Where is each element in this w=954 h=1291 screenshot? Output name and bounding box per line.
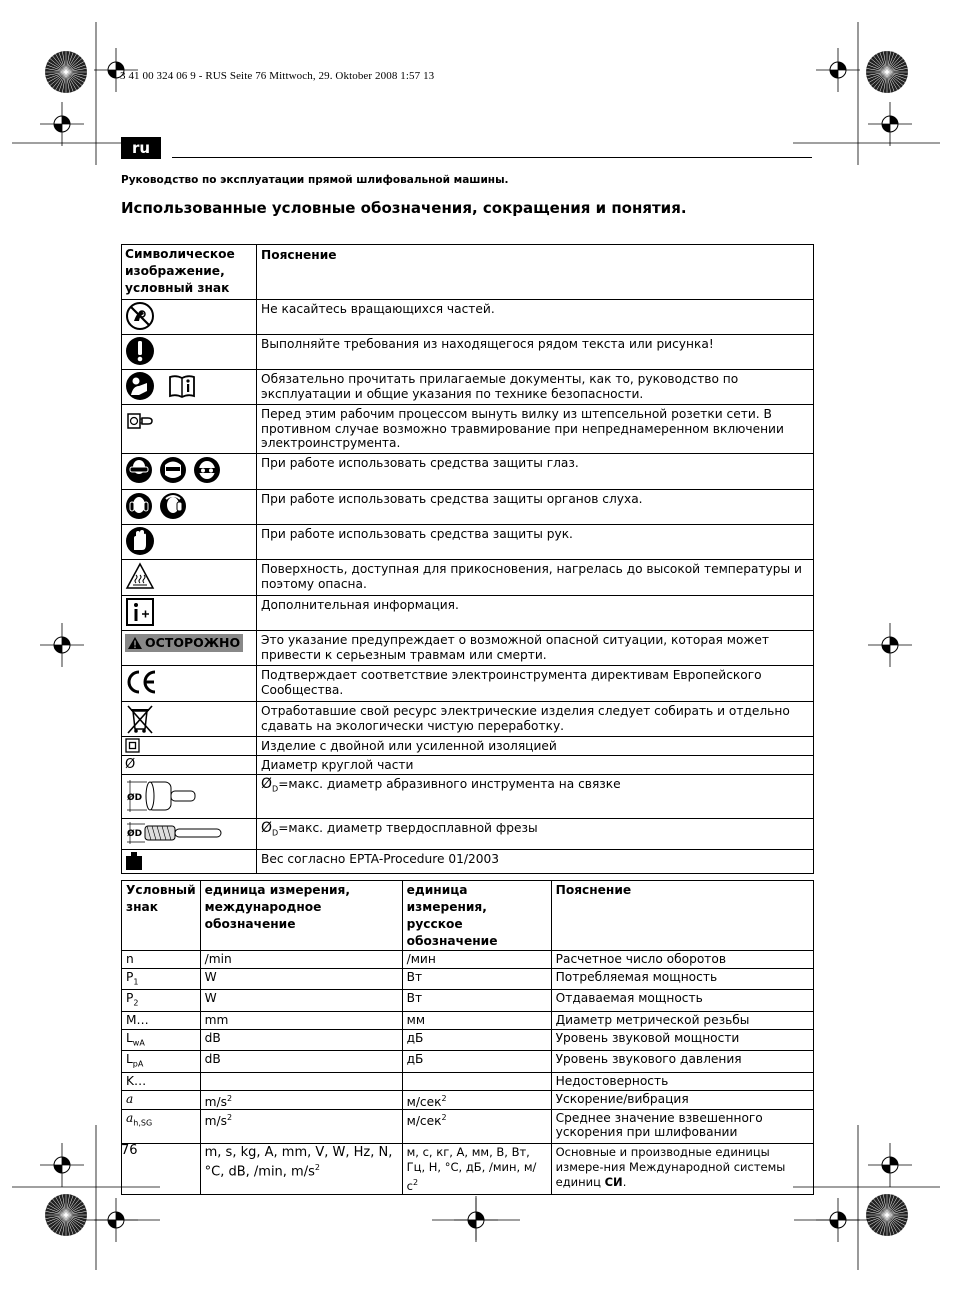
unit-explanation: Уровень звуковой мощности bbox=[551, 1029, 813, 1050]
symbol-text: L bbox=[126, 1030, 133, 1045]
row-text: При работе использовать средства защиты рук. bbox=[257, 525, 814, 560]
symbol-text: K… bbox=[126, 1073, 147, 1088]
crosshair-mark bbox=[868, 623, 912, 667]
row-text: Диаметр круглой части bbox=[257, 756, 814, 775]
diameter-sub: D bbox=[272, 784, 279, 794]
unit-explanation: Потребляемая мощность bbox=[551, 969, 813, 990]
si-text: Основные и производные единицы измере-ния Международной системы единиц bbox=[555, 1144, 786, 1189]
rus-unit-text: м, с, кг, А, мм, В, Вт, Гц, Н, °C, дБ, /мин, м/с bbox=[406, 1144, 537, 1193]
rus-unit-text: мм bbox=[406, 1012, 426, 1027]
print-header-line: 3 41 00 324 06 9 - RUS Seite 76 Mittwoch, 29. Oktober 2008 1:57 13 bbox=[120, 70, 435, 82]
si-bold: СИ bbox=[604, 1174, 623, 1189]
row-text: Отработавшие свой ресурс электрические изделия следует собирать и отдельно сдавать на экологически чистую переработку. bbox=[257, 702, 814, 737]
symbol-sub: pA bbox=[132, 1059, 144, 1069]
crosshair-mark bbox=[40, 1143, 84, 1187]
star-target-mark bbox=[866, 51, 908, 93]
symbol-sub: h,SG bbox=[133, 1118, 153, 1128]
rus-unit-text: м/сек bbox=[406, 1113, 442, 1128]
header-symbol: Символическое изображение, условный знак bbox=[122, 245, 257, 300]
rus-unit-sup: 2 bbox=[441, 1093, 447, 1103]
intl-unit-sup: 2 bbox=[314, 1162, 320, 1172]
row-text: Дополнительная информация. bbox=[257, 596, 814, 631]
row-text: =макс. диаметр твердосплавной фрезы bbox=[278, 821, 538, 835]
rus-unit-sup: 2 bbox=[441, 1112, 447, 1122]
unit-explanation: Расчетное число оборотов bbox=[551, 951, 813, 969]
star-target-mark bbox=[45, 51, 87, 93]
intl-unit-text: m/s bbox=[204, 1094, 227, 1109]
intl-unit-text: /min bbox=[204, 952, 232, 966]
symbol-text: P bbox=[126, 970, 134, 984]
row-text: Выполняйте требования из находящегося рядом текста или рисунка! bbox=[257, 335, 814, 370]
intl-unit-text: m/s bbox=[204, 1113, 227, 1128]
manual-subtitle: Руководство по эксплуатации прямой шлифовальной машины. bbox=[121, 174, 509, 186]
diameter-symbol: Ø bbox=[261, 776, 273, 792]
row-text: Вес согласно EPTA-Procedure 01/2003 bbox=[257, 850, 814, 874]
crosshair-mark bbox=[40, 102, 84, 146]
symbol-text: M… bbox=[126, 1012, 149, 1027]
symbol-text: L bbox=[126, 1052, 133, 1067]
symbol-sub: 2 bbox=[133, 998, 139, 1008]
intl-unit-text: m, s, kg, A, mm, V, W, Hz, N, °C, dB, /min, m/s bbox=[204, 1144, 393, 1180]
intl-unit-text: dB bbox=[204, 1052, 221, 1067]
symbol-sub: 1 bbox=[133, 977, 139, 987]
row-text: Изделие с двойной или усиленной изоляцией bbox=[257, 737, 814, 756]
diameter-symbol: Ø bbox=[261, 820, 273, 836]
rus-unit-sup: 2 bbox=[412, 1177, 419, 1187]
intl-unit-text: W bbox=[204, 991, 217, 1006]
unit-explanation: Диаметр метрической резьбы bbox=[551, 1011, 813, 1029]
intl-unit-text: W bbox=[204, 970, 217, 984]
symbol-text: P bbox=[126, 991, 134, 1006]
svg-text:ØD: ØD bbox=[127, 793, 143, 803]
rus-unit-text: /мин bbox=[406, 952, 436, 966]
svg-text:ØD: ØD bbox=[127, 829, 143, 839]
crosshair-mark bbox=[94, 48, 138, 92]
symbol-text: a bbox=[126, 1091, 134, 1106]
row-text: При работе использовать средства защиты глаз. bbox=[257, 454, 814, 490]
language-tag: ru bbox=[121, 137, 161, 159]
unit-explanation: Отдаваемая мощность bbox=[551, 990, 813, 1011]
warning-label-text: ОСТОРОЖНО bbox=[145, 634, 241, 650]
rus-unit-text: м/сек bbox=[406, 1094, 442, 1109]
star-target-mark bbox=[866, 1194, 908, 1236]
crosshair-mark bbox=[868, 1143, 912, 1187]
unit-explanation: Недостоверность bbox=[551, 1072, 813, 1090]
page-title: Использованные условные обозначения, сокращения и понятия. bbox=[121, 199, 687, 217]
row-text: Подтверждает соответствие электроинструмента директивам Европейского Сообщества. bbox=[257, 666, 814, 702]
row-text: Это указание предупреждает о возможной опасной ситуации, которая может привести к серьезным травмам или смерти. bbox=[257, 631, 814, 666]
unit-explanation: Ускорение/вибрация bbox=[551, 1090, 813, 1109]
intl-unit-sup: 2 bbox=[226, 1093, 233, 1103]
rus-unit-text: Вт bbox=[406, 970, 423, 984]
intl-unit-text: mm bbox=[204, 1012, 229, 1027]
page-number: 76 bbox=[121, 1143, 138, 1158]
intl-unit-sup: 2 bbox=[226, 1112, 233, 1122]
unit-explanation: Среднее значение взвешенного ускорения при шлифовании bbox=[551, 1109, 813, 1143]
diameter-icon: Ø bbox=[125, 757, 136, 772]
header-intl-unit: единица измерения, международное обозначение bbox=[200, 881, 402, 951]
rus-unit-text: дБ bbox=[406, 1030, 424, 1045]
header-symbol: Условный знак bbox=[122, 881, 201, 951]
header-explanation: Пояснение bbox=[257, 245, 814, 300]
rus-unit-text: Вт bbox=[406, 991, 423, 1006]
symbol-text: n bbox=[126, 952, 134, 966]
symbol-text: a bbox=[126, 1110, 134, 1125]
header-explanation: Пояснение bbox=[551, 881, 813, 951]
symbol-sub: wA bbox=[132, 1038, 145, 1048]
unit-explanation: Уровень звукового давления bbox=[551, 1051, 813, 1072]
header-rus-unit: единица измерения, русское обозначение bbox=[402, 881, 551, 951]
intl-unit-text: dB bbox=[204, 1030, 221, 1045]
row-text: При работе использовать средства защиты органов слуха. bbox=[257, 490, 814, 525]
star-target-mark bbox=[45, 1194, 87, 1236]
crosshair-mark bbox=[816, 48, 860, 92]
si-end: . bbox=[622, 1174, 627, 1189]
row-text: Перед этим рабочим процессом вынуть вилку из штепсельной розетки сети. В противном случае возможно травмирование при непреднамеренном включении электроинструмента. bbox=[257, 405, 814, 454]
rus-unit-text: дБ bbox=[406, 1052, 424, 1067]
row-text: =макс. диаметр абразивного инструмента на связке bbox=[278, 777, 621, 791]
diameter-sub: D bbox=[272, 828, 279, 838]
row-text: Поверхность, доступная для прикосновения, нагрелась до высокой температуры и поэтому опасна. bbox=[257, 560, 814, 596]
row-text: Обязательно прочитать прилагаемые документы, как то, руководство по эксплуатации и общие указания по технике безопасности. bbox=[257, 370, 814, 405]
row-text: Не касайтесь вращающихся частей. bbox=[257, 300, 814, 335]
crosshair-mark bbox=[868, 102, 912, 146]
crosshair-mark bbox=[40, 623, 84, 667]
